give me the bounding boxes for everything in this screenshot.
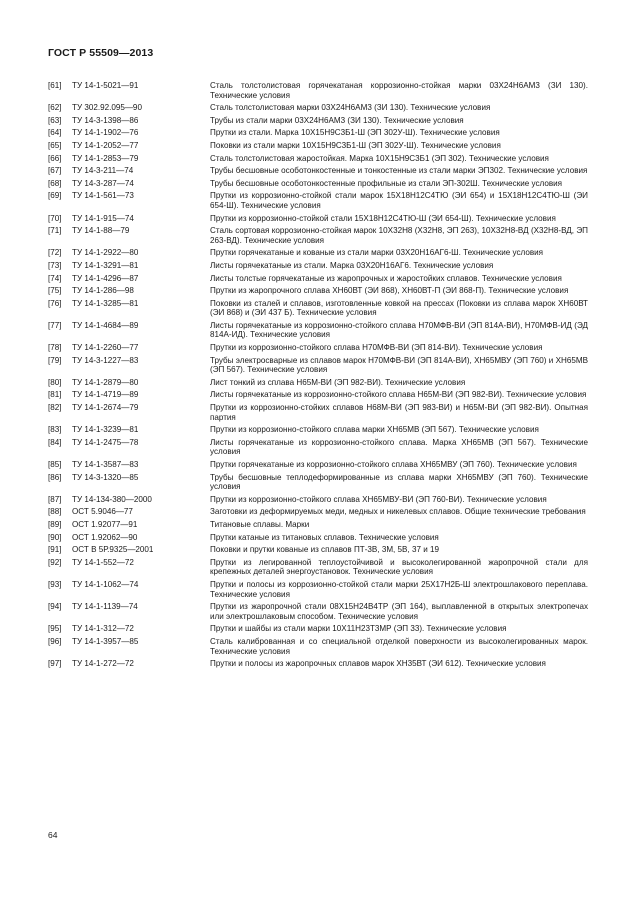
page-header-title: ГОСТ Р 55509—2013 [48, 47, 154, 59]
reference-code: ТУ 14-1-561—73 [72, 191, 134, 201]
reference-description: Прутки из коррозионно-стойкого сплава ХН65МВУ-ВИ (ЭП 760-ВИ). Технические условия [210, 494, 547, 504]
reference-description: Поковки и прутки кованые из сплавов ПТ-3В, 3М, 5В, 37 и 19 [210, 545, 439, 555]
reference-number: [62] [48, 103, 62, 113]
reference-number: [78] [48, 343, 62, 353]
reference-code: ТУ 14-1-3957—85 [72, 636, 139, 646]
reference-description: Прутки из коррозионно-стойких сплавов Н68М-ВИ (ЭП 983-ВИ) и Н65М-ВИ (ЭП 982-ВИ). Опытная партия [210, 403, 588, 422]
reference-entry [48, 637, 588, 656]
reference-entry [48, 403, 588, 422]
reference-description: Прутки катаные из титановых сплавов. Технические условия [210, 532, 439, 542]
reference-number: [81] [48, 390, 62, 400]
reference-description: Прутки из коррозионно-стойкой стали марок 15Х18Н12С4ТЮ (ЭИ 654) и 15Х18Н12С4ТЮ-Ш (ЭИ 654-Ш). Технические условия [210, 191, 588, 210]
reference-description: Прутки из коррозионно-стойкой стали 15Х18Н12С4ТЮ-Ш (ЭИ 654-Ш). Технические условия [210, 213, 556, 223]
reference-code: ОСТ 5.9046—77 [72, 507, 133, 517]
reference-entry [48, 226, 588, 245]
reference-description: Прутки и шайбы из стали марки 10Х11Н23Т3МР (ЭП 33). Технические условия [210, 624, 507, 634]
reference-description: Прутки горячекатаные из коррозионно-стойкого сплава ХН65МВУ (ЭП 760). Технические условия [210, 460, 577, 469]
reference-number: [84] [48, 437, 62, 447]
reference-description: Прутки из стали. Марка 10Х15Н9С3Б1-Ш (ЭП 302У-Ш). Технические условия [210, 128, 500, 138]
reference-code: ТУ 302.92.095—90 [72, 103, 142, 113]
reference-description: Заготовки из деформируемых меди, медных и никелевых сплавов. Общие технические требования [210, 507, 586, 517]
reference-code: ТУ 14-1-4684—89 [72, 320, 139, 330]
reference-code: ТУ 14-1-286—98 [72, 286, 134, 296]
reference-code: ТУ 14-1-3587—83 [72, 460, 139, 469]
reference-number: [85] [48, 460, 62, 469]
reference-code: ТУ 14-1-2879—80 [72, 377, 139, 387]
reference-number: [76] [48, 298, 62, 308]
reference-entry [48, 214, 588, 224]
reference-entry [48, 191, 588, 210]
reference-description: Прутки из легированной теплоустойчивой и высоколегированной жаропрочной стали для крепежных деталей энергоустановок. Технические условия [210, 557, 588, 577]
reference-entry [48, 274, 588, 284]
reference-number: [90] [48, 532, 62, 542]
reference-description: Прутки из коррозионно-стойкого сплава марки ХН65МВ (ЭП 567). Технические условия [210, 425, 539, 435]
reference-description: Трубы бесшовные особотонкостенные профильные из стали ЭП-302Ш. Технические условия [210, 178, 563, 188]
reference-entry [48, 460, 588, 470]
reference-number: [89] [48, 519, 62, 529]
reference-entry [48, 558, 588, 577]
reference-number: [66] [48, 153, 62, 163]
reference-number: [95] [48, 624, 62, 634]
reference-entry [48, 154, 588, 164]
reference-entry [48, 166, 588, 176]
reference-number: [86] [48, 472, 62, 482]
reference-code: ТУ 14-1-2853—79 [72, 153, 139, 163]
reference-description: Прутки и полосы из коррозионно-стойкой стали марки 25Х17Н2Б-Ш электрошлакового переплава. Технические условия [210, 579, 588, 599]
reference-code: ТУ 14-3-211—74 [72, 166, 134, 176]
reference-number: [82] [48, 403, 62, 413]
reference-description: Трубы бесшовные теплодеформированные из сплава марки ХН65МВУ (ЭП 760). Технические условия [210, 472, 588, 492]
reference-code: ТУ 14-1-2052—77 [72, 140, 139, 150]
reference-description: Листы горячекатаные из коррозионно-стойкого сплава Н70МФВ-ВИ (ЭП 814А-ВИ), Н70МФВ-ИД (ЭД 814А-ИД). Технические условия [210, 320, 588, 340]
reference-entry [48, 495, 588, 505]
reference-number: [69] [48, 191, 62, 201]
reference-number: [71] [48, 226, 62, 236]
reference-entry [48, 507, 588, 517]
reference-entry [48, 103, 588, 113]
reference-entry [48, 378, 588, 388]
reference-number: [87] [48, 494, 62, 504]
reference-code: ТУ 14-1-2922—80 [72, 248, 139, 258]
reference-code: ТУ 14-3-1227—83 [72, 355, 139, 365]
reference-description: Листы горячекатаные из коррозионно-стойкого сплава. Марка ХН65МВ (ЭП 567). Технические условия [210, 437, 588, 457]
reference-description: Трубы из стали марки 03Х24Н6АМ3 (ЗИ 130). Технические условия [210, 115, 464, 125]
reference-entry [48, 179, 588, 189]
reference-number: [93] [48, 579, 62, 589]
reference-number: [79] [48, 355, 62, 365]
reference-code: ТУ 14-1-1139—74 [72, 602, 138, 612]
reference-number: [70] [48, 213, 62, 223]
reference-description: Прутки из коррозионно-стойкого сплава Н70МФВ-ВИ (ЭП 814-ВИ). Технические условия [210, 343, 543, 353]
reference-code: ТУ 14-1-2674—79 [72, 403, 139, 413]
reference-code: ОСТ 1.92062—90 [72, 532, 138, 542]
reference-number: [73] [48, 260, 62, 270]
reference-entry [48, 343, 588, 353]
reference-code: ТУ 14-1-4296—87 [72, 273, 139, 283]
reference-description: Поковки из стали марки 10Х15Н9С3Б1-Ш (ЭП 302У-Ш). Технические условия [210, 140, 501, 150]
reference-number: [68] [48, 178, 62, 188]
reference-code: ТУ 14-1-312—72 [72, 624, 134, 634]
reference-number: [72] [48, 248, 62, 258]
reference-description: Прутки горячекатаные и кованые из стали марки 03Х20Н16АГ6-Ш. Технические условия [210, 248, 544, 258]
reference-code: ТУ 14-1-2260—77 [72, 343, 139, 353]
reference-description: Сталь толстолистовая марки 03Х24Н6АМ3 (ЗИ 130). Технические условия [210, 103, 491, 113]
reference-code: ТУ 14-1-2475—78 [72, 437, 139, 447]
reference-code: ТУ 14-1-3285—81 [72, 298, 139, 308]
reference-number: [64] [48, 128, 62, 138]
reference-code: ОСТ В 5Р.9325—2001 [72, 545, 154, 555]
reference-description: Прутки из жаропрочного сплава ХН60ВТ (ЭИ 868), ХН60ВТ-П (ЭИ 868-П). Технические условия [210, 286, 569, 296]
reference-number: [97] [48, 659, 62, 669]
reference-entry [48, 128, 588, 138]
reference-entry [48, 533, 588, 543]
reference-description: Титановые сплавы. Марки [210, 519, 310, 529]
page-number: 64 [48, 830, 58, 840]
reference-code: ТУ 14-1-3291—81 [72, 260, 139, 270]
reference-description: Сталь толстолистовая горячекатаная коррозионно-стойкая марки 03Х24Н6АМ3 (ЗИ 130). Технические условия [210, 81, 588, 100]
reference-number: [83] [48, 425, 62, 435]
reference-list [48, 81, 588, 669]
reference-entry [48, 299, 588, 318]
reference-entry [48, 116, 588, 126]
reference-code: ТУ 14-1-915—74 [72, 213, 134, 223]
reference-code: ТУ 14-3-1398—86 [72, 115, 139, 125]
reference-entry [48, 580, 588, 599]
reference-number: [61] [48, 81, 62, 90]
reference-number: [63] [48, 115, 62, 125]
reference-description: Трубы бесшовные особотонкостенные и тонкостенные из стали марки ЭП302. Технические условия [210, 166, 588, 176]
reference-entry [48, 248, 588, 258]
reference-entry [48, 390, 588, 400]
reference-number: [88] [48, 507, 62, 517]
reference-code: ТУ 14-3-1320—85 [72, 472, 139, 482]
reference-entry [48, 659, 588, 669]
reference-entry [48, 624, 588, 634]
reference-number: [91] [48, 545, 62, 555]
reference-number: [74] [48, 273, 62, 283]
reference-description: Поковки из сталей и сплавов, изготовленные ковкой на прессах (Поковки из сплава марок ХН60ВТ (ЭИ 868) и (ЭИ 437 Б). Технические условия [210, 298, 588, 318]
reference-entry [48, 602, 588, 621]
reference-code: ТУ 14-1-5021—91 [72, 81, 139, 90]
reference-entry [48, 321, 588, 340]
reference-entry [48, 425, 588, 435]
reference-number: [65] [48, 140, 62, 150]
reference-description: Листы горячекатаные из коррозионно-стойкого сплава Н65М-ВИ (ЭП 982-ВИ). Технические условия [210, 390, 587, 400]
reference-description: Лист тонкий из сплава Н65М-ВИ (ЭП 982-ВИ). Технические условия [210, 377, 466, 387]
reference-description: Листы горячекатаные из стали. Марка 03Х20Н16АГ6. Технические условия [210, 260, 494, 270]
reference-description: Прутки и полосы из жаропрочных сплавов марок ХН35ВТ (ЭИ 612). Технические условия [210, 659, 546, 669]
reference-code: ТУ 14-1-1062—74 [72, 579, 139, 589]
reference-description: Трубы электросварные из сплавов марок Н70МФВ-ВИ (ЭП 814А-ВИ), ХН65МВУ (ЭП 760) и ХН65МВ (ЭП 567). Технические условия [210, 355, 588, 375]
reference-code: ОСТ 1.92077—91 [72, 519, 138, 529]
reference-entry [48, 473, 588, 492]
reference-code: ТУ 14-1-88—79 [72, 226, 130, 236]
reference-entry [48, 261, 588, 271]
reference-description: Листы толстые горячекатаные из жаропрочных и жаростойких сплавов. Технические условия [210, 273, 562, 283]
reference-code: ТУ 14-1-1902—76 [72, 128, 139, 138]
reference-entry [48, 286, 588, 296]
reference-entry [48, 356, 588, 375]
reference-number: [77] [48, 320, 62, 330]
reference-entry [48, 438, 588, 457]
reference-number: [96] [48, 636, 62, 646]
reference-number: [80] [48, 377, 62, 387]
reference-entry [48, 520, 588, 530]
reference-code: ТУ 14-3-287—74 [72, 178, 134, 188]
reference-code: ТУ 14-1-3239—81 [72, 425, 139, 435]
reference-entry [48, 545, 588, 555]
reference-entry [48, 81, 588, 100]
reference-code: ТУ 14-1-272—72 [72, 659, 134, 669]
reference-code: ТУ 14-1-552—72 [72, 557, 134, 567]
reference-code: ТУ 14-134-380—2000 [72, 494, 152, 504]
reference-entry [48, 141, 588, 151]
reference-description: Сталь калиброванная и со специальной отделкой поверхности из высоколегированных марок. Технические условия [210, 636, 588, 656]
reference-number: [75] [48, 286, 62, 296]
reference-description: Прутки из жаропрочной стали 08Х15Н24В4ТР (ЭП 164), выплавленной в открытых электропечах или электрошлаковым способом. Технические условия [210, 602, 588, 621]
reference-code: ТУ 14-1-4719—89 [72, 390, 139, 400]
reference-number: [92] [48, 557, 62, 567]
reference-number: [94] [48, 602, 62, 612]
reference-number: [67] [48, 166, 62, 176]
reference-description: Сталь сортовая коррозионно-стойкая марок 10Х32Н8 (Х32Н8, ЭП 263), 10Х32Н8-ВД (Х32Н8-ВД, ЭП 263-ВД). Технические условия [210, 226, 588, 245]
reference-description: Сталь толстолистовая жаростойкая. Марка 10Х15Н9С3Б1 (ЭП 302). Технические условия [210, 153, 549, 163]
